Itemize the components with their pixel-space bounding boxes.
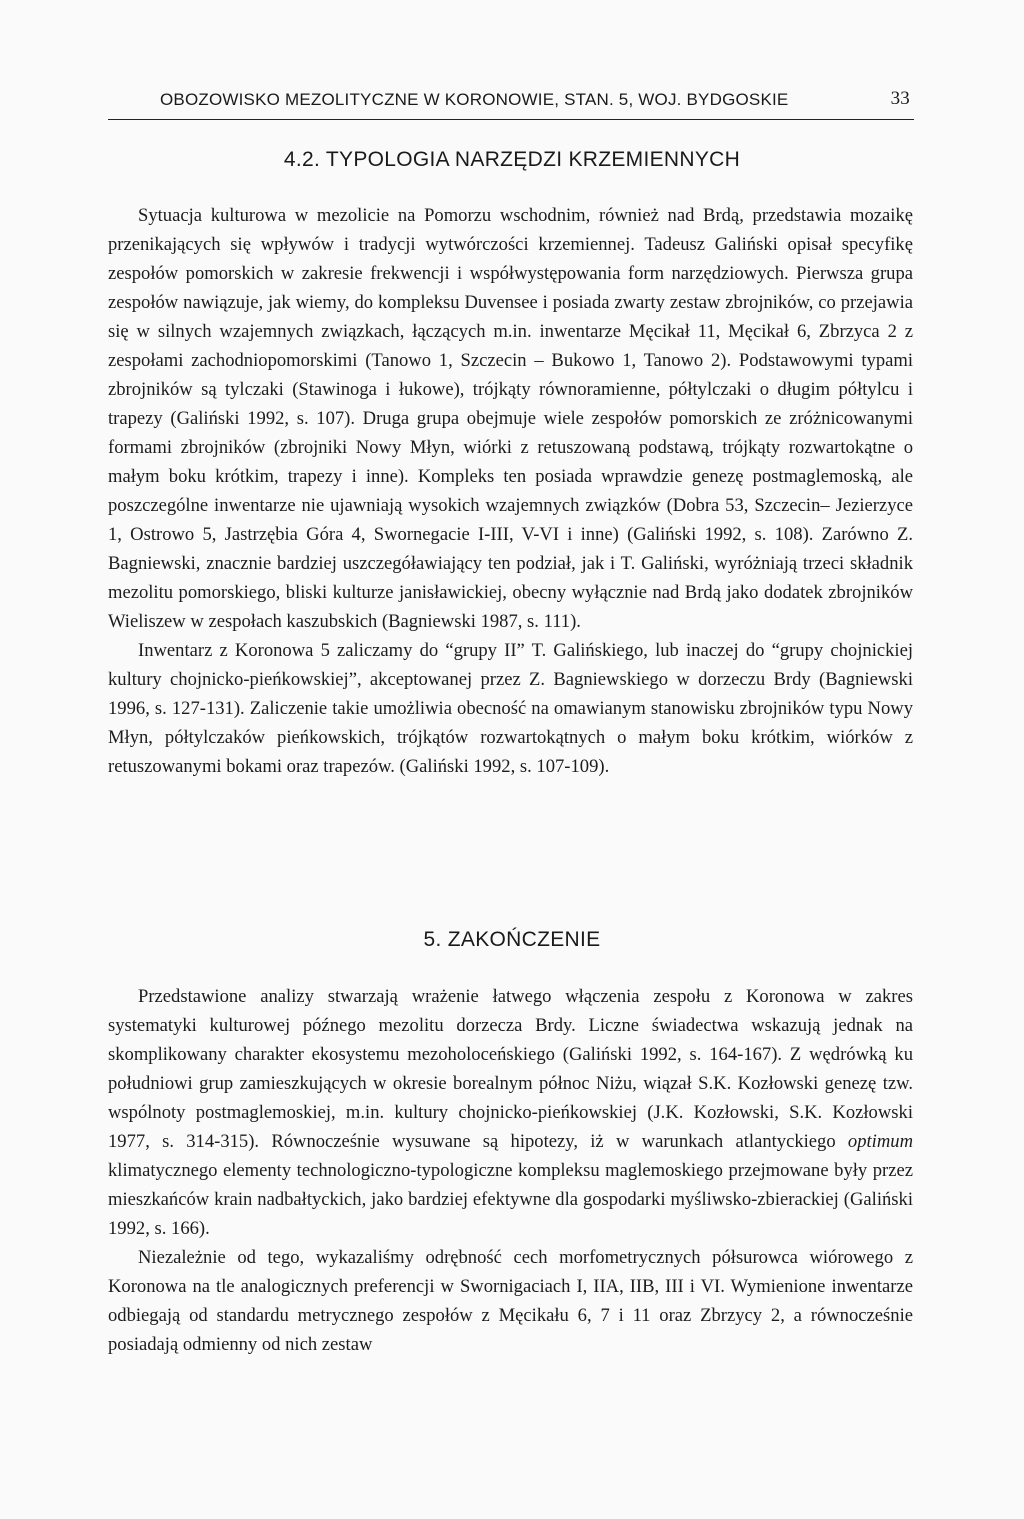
- section-heading-conclusion: 5. ZAKOŃCZENIE: [423, 928, 601, 951]
- body-paragraph: Niezależnie od tego, wykazaliśmy odrębność cech morfometrycznych półsurowca wiórowego z Koronowa na tle analogicznych preferencji w Swornigaciach I, IIA, IIB, III i VI. Wymienione inwentarze odbiegają od standardu metrycznego zespołów z Męcikału 6, 7 i 11 oraz Zbrzycy 2, a równocześnie posiadają odmienny od nich zestaw: [108, 1247, 913, 1355]
- section-body-typology: [108, 201, 913, 781]
- section-heading-typology: 4.2. TYPOLOGIA NARZĘDZI KRZEMIENNYCH: [283, 148, 741, 171]
- body-paragraph: [108, 982, 913, 1243]
- body-paragraph: Sytuacja kulturowa w mezolicie na Pomorzu wschodnim, również nad Brdą, przedstawia mozaikę przenikających się wpływów i tradycji wytwórczości krzemiennej. Tadeusz Galiński opisał specyfikę zespołów pomorskich w zakresie frekwencji i współwystępowania form narzędziowych. Pierwsza grupa zespołów nawiązuje, jak wiemy, do kompleksu Duvensee i posiada zwarty zestaw zbrojników, co przejawia się w silnych wzajemnych związkach, łączących m.in. inwentarze Męcikał 11, Męcikał 6, Zbrzyca 2 z zespołami zachodniopomorskimi (Tanowo 1, Szczecin – Bukowo 1, Tanowo 2). Podstawowymi typami zbrojników są tylczaki (Stawinoga i łukowe), trójkąty równoramienne, półtylczaki o długim półtylcu i trapezy (Galiński 1992, s. 107). Druga grupa obejmuje wiele zespołów pomorskich ze zróżnicowanymi formami zbrojników (zbrojniki Nowy Młyn, wiórki z retuszowaną podstawą, trójkąty rozwartokątne o małym boku krótkim, trapezy i inne). Kompleks ten posiada wprawdzie genezę postmaglemoską, ale poszczególne inwentarze nie ujawniają wysokich wzajemnych związków (Dobra 53, Szczecin– Jezierzyce 1, Ostrowo 5, Jastrzębia Góra 4, Swornegacie I-III, V-VI i inne) (Galiński 1992, s. 108). Zarówno Z. Bagniewski, znacznie bardziej uszczegóławiający ten podział, jak i T. Galiński, wyróżniają trzeci składnik mezolitu pomorskiego, bliski kulturze janisławickiej, obecny wyłącznie nad Brdą jako dodatek zbrojników Wieliszew w zespołach kaszubskich (Bagniewski 1987, s. 111).: [108, 205, 913, 632]
- running-title: OBOZOWISKO MEZOLITYCZNE W KORONOWIE, STAN. 5, WOJ. BYDGOSKIE: [160, 90, 789, 109]
- header-rule: [108, 119, 914, 120]
- paragraph-text: Przedstawione analizy stwarzają wrażenie łatwego włączenia zespołu z Koronowa w zakres systematyki kulturowej późnego mezolitu dorzecza Brdy. Liczne świadectwa wskazują jednak na skomplikowany charakter ekosystemu mezoholoceńskiego (Galiński 1992, s. 164-167). Z wędrówką ku południowi grup zamieszkujących w okresie borealnym północ Niżu, wiązał S.K. Kozłowski genezę tzw. wspólnoty postmaglemoskiej, m.in. kultury chojnicko-pieńkowskiej (J.K. Kozłowski, S.K. Kozłowski 1977, s. 314-315). Równocześnie wysuwane są hipotezy, iż w warunkach atlantyckiego: [108, 986, 913, 1152]
- running-header: [160, 90, 910, 116]
- body-paragraph: Inwentarz z Koronowa 5 zaliczamy do “grupy II” T. Galińskiego, lub inaczej do “grupy chojnickiej kultury chojnicko-pieńkowskiej”, akceptowanej przez Z. Bagniewskiego w dorzeczu Brdy (Bagniewski 1996, s. 127-131). Zaliczenie takie umożliwia obecność na omawianym stanowisku zbrojników typu Nowy Młyn, półtylczaków pieńkowskich, trójkątów rozwartokątnych o małym boku krótkim, wiórków z retuszowanymi bokami oraz trapezów. (Galiński 1992, s. 107-109).: [108, 640, 913, 777]
- page-number: 33: [890, 88, 910, 109]
- paragraph-text: klimatycznego elementy technologiczno-typologiczne kompleksu maglemoskiego przejmowane były przez mieszkańców krain nadbałtyckich, jako bardziej efektywne dla gospodarki myśliwsko-zbierackiej (Galiński 1992, s. 166).: [108, 1160, 913, 1239]
- section-body-conclusion: [108, 982, 913, 1359]
- italic-term: optimum: [847, 1131, 913, 1152]
